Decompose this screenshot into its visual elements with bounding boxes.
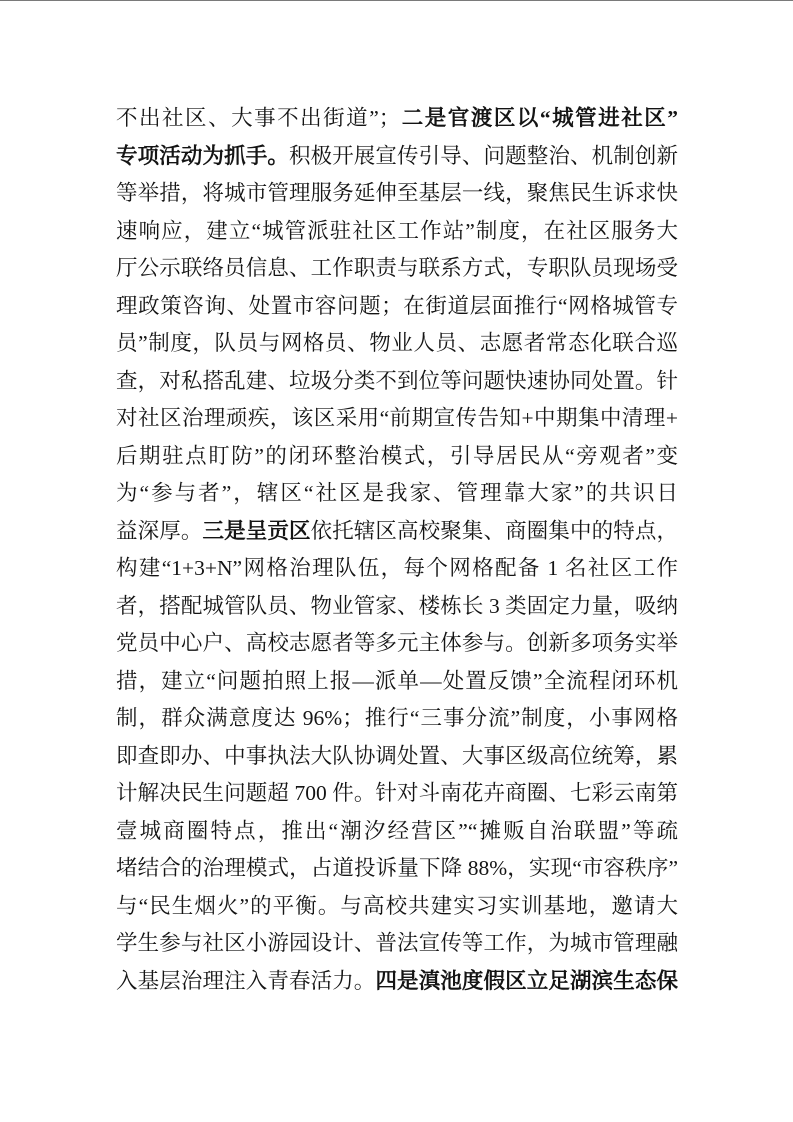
text-line: [116, 513, 678, 551]
text-line: [116, 175, 678, 213]
text-segment: 者，搭配城管队员、物业管家、楼栋长 3 类固定力量，吸纳: [116, 593, 678, 618]
text-segment: 益深厚。: [116, 518, 203, 543]
text-segment: 构建“1+3+N”网格治理队伍，每个网格配备 1 名社区工作: [116, 556, 678, 580]
text-line: [116, 475, 678, 513]
text-segment: 理政策咨询、处置市容问题；在街道层面推行“网格城管专: [116, 293, 678, 318]
text-segment: 为“参与者”，辖区“社区是我家、管理靠大家”的共识日: [116, 481, 678, 505]
text-segment: 即查即办、中事执法大队协调处置、大事区级高位统筹，累: [116, 743, 678, 768]
bold-text-segment: 专项活动为抓手。: [116, 143, 289, 168]
text-segment: 制，群众满意度达 96%；推行“三事分流”制度，小事网格: [116, 706, 678, 730]
text-segment: 堵结合的治理模式，占道投诉量下降 88%，实现“市容秩序”: [116, 856, 678, 880]
text-line: [116, 550, 678, 588]
text-line: [116, 438, 678, 476]
document-body-text: [116, 100, 678, 1000]
text-line: [116, 775, 678, 813]
text-line: [116, 888, 678, 926]
text-segment: 计解决民生问题超 700 件。针对斗南花卉商圈、七彩云南第: [116, 781, 678, 805]
text-line: [116, 325, 678, 363]
text-line: [116, 963, 678, 1001]
text-segment: 入基层治理注入青春活力。: [116, 968, 376, 993]
text-segment: 厅公示联络员信息、工作职责与联系方式，专职队员现场受: [116, 256, 678, 280]
text-line: [116, 400, 678, 438]
text-segment: 查，对私搭乱建、垃圾分类不到位等问题快速协同处置。针: [116, 368, 678, 393]
bold-text-segment: 三是呈贡区: [202, 518, 311, 543]
text-line: [116, 700, 678, 738]
text-line: [116, 925, 678, 963]
text-line: [116, 813, 678, 851]
text-segment: 党员中心户、高校志愿者等多元主体参与。创新多项务实举: [116, 631, 678, 655]
text-line: [116, 363, 678, 401]
text-line: [116, 850, 678, 888]
text-line: [116, 213, 678, 251]
text-segment: 与“民生烟火”的平衡。与高校共建实习实训基地，邀请大: [116, 893, 678, 918]
bold-text-segment: 四是滇池度假区立足湖滨生态保: [375, 968, 678, 993]
text-segment: 员”制度，队员与网格员、物业人员、志愿者常态化联合巡: [116, 331, 678, 355]
text-segment: 壹城商圈特点，推出“潮汐经营区”“摊贩自治联盟”等疏: [116, 818, 678, 843]
text-segment: 措，建立“问题拍照上报—派单—处置反馈”全流程闭环机: [116, 668, 678, 693]
text-segment: 依托辖区高校聚集、商圈集中的特点，: [310, 518, 678, 543]
text-segment: 学生参与社区小游园设计、普法宣传等工作，为城市管理融: [116, 931, 678, 955]
text-segment: 不出社区、大事不出街道”；: [116, 106, 401, 130]
text-line: [116, 288, 678, 326]
text-line: [116, 250, 678, 288]
text-line: [116, 738, 678, 776]
text-line: [116, 625, 678, 663]
text-line: [116, 663, 678, 701]
text-segment: 对社区治理顽疾，该区采用“前期宣传告知+中期集中清理+: [116, 406, 678, 430]
text-line: [116, 138, 678, 176]
text-line: [116, 588, 678, 626]
bold-text-segment: 二是官渡区以“城管进社区”: [400, 106, 678, 130]
text-segment: 后期驻点盯防”的闭环整治模式，引导居民从“旁观者”变: [116, 443, 678, 468]
text-segment: 速响应，建立“城管派驻社区工作站”制度，在社区服务大: [116, 218, 678, 243]
text-line: [116, 100, 678, 138]
text-segment: 积极开展宣传引导、问题整治、机制创新: [288, 143, 678, 168]
text-segment: 等举措，将城市管理服务延伸至基层一线，聚焦民生诉求快: [116, 181, 678, 205]
